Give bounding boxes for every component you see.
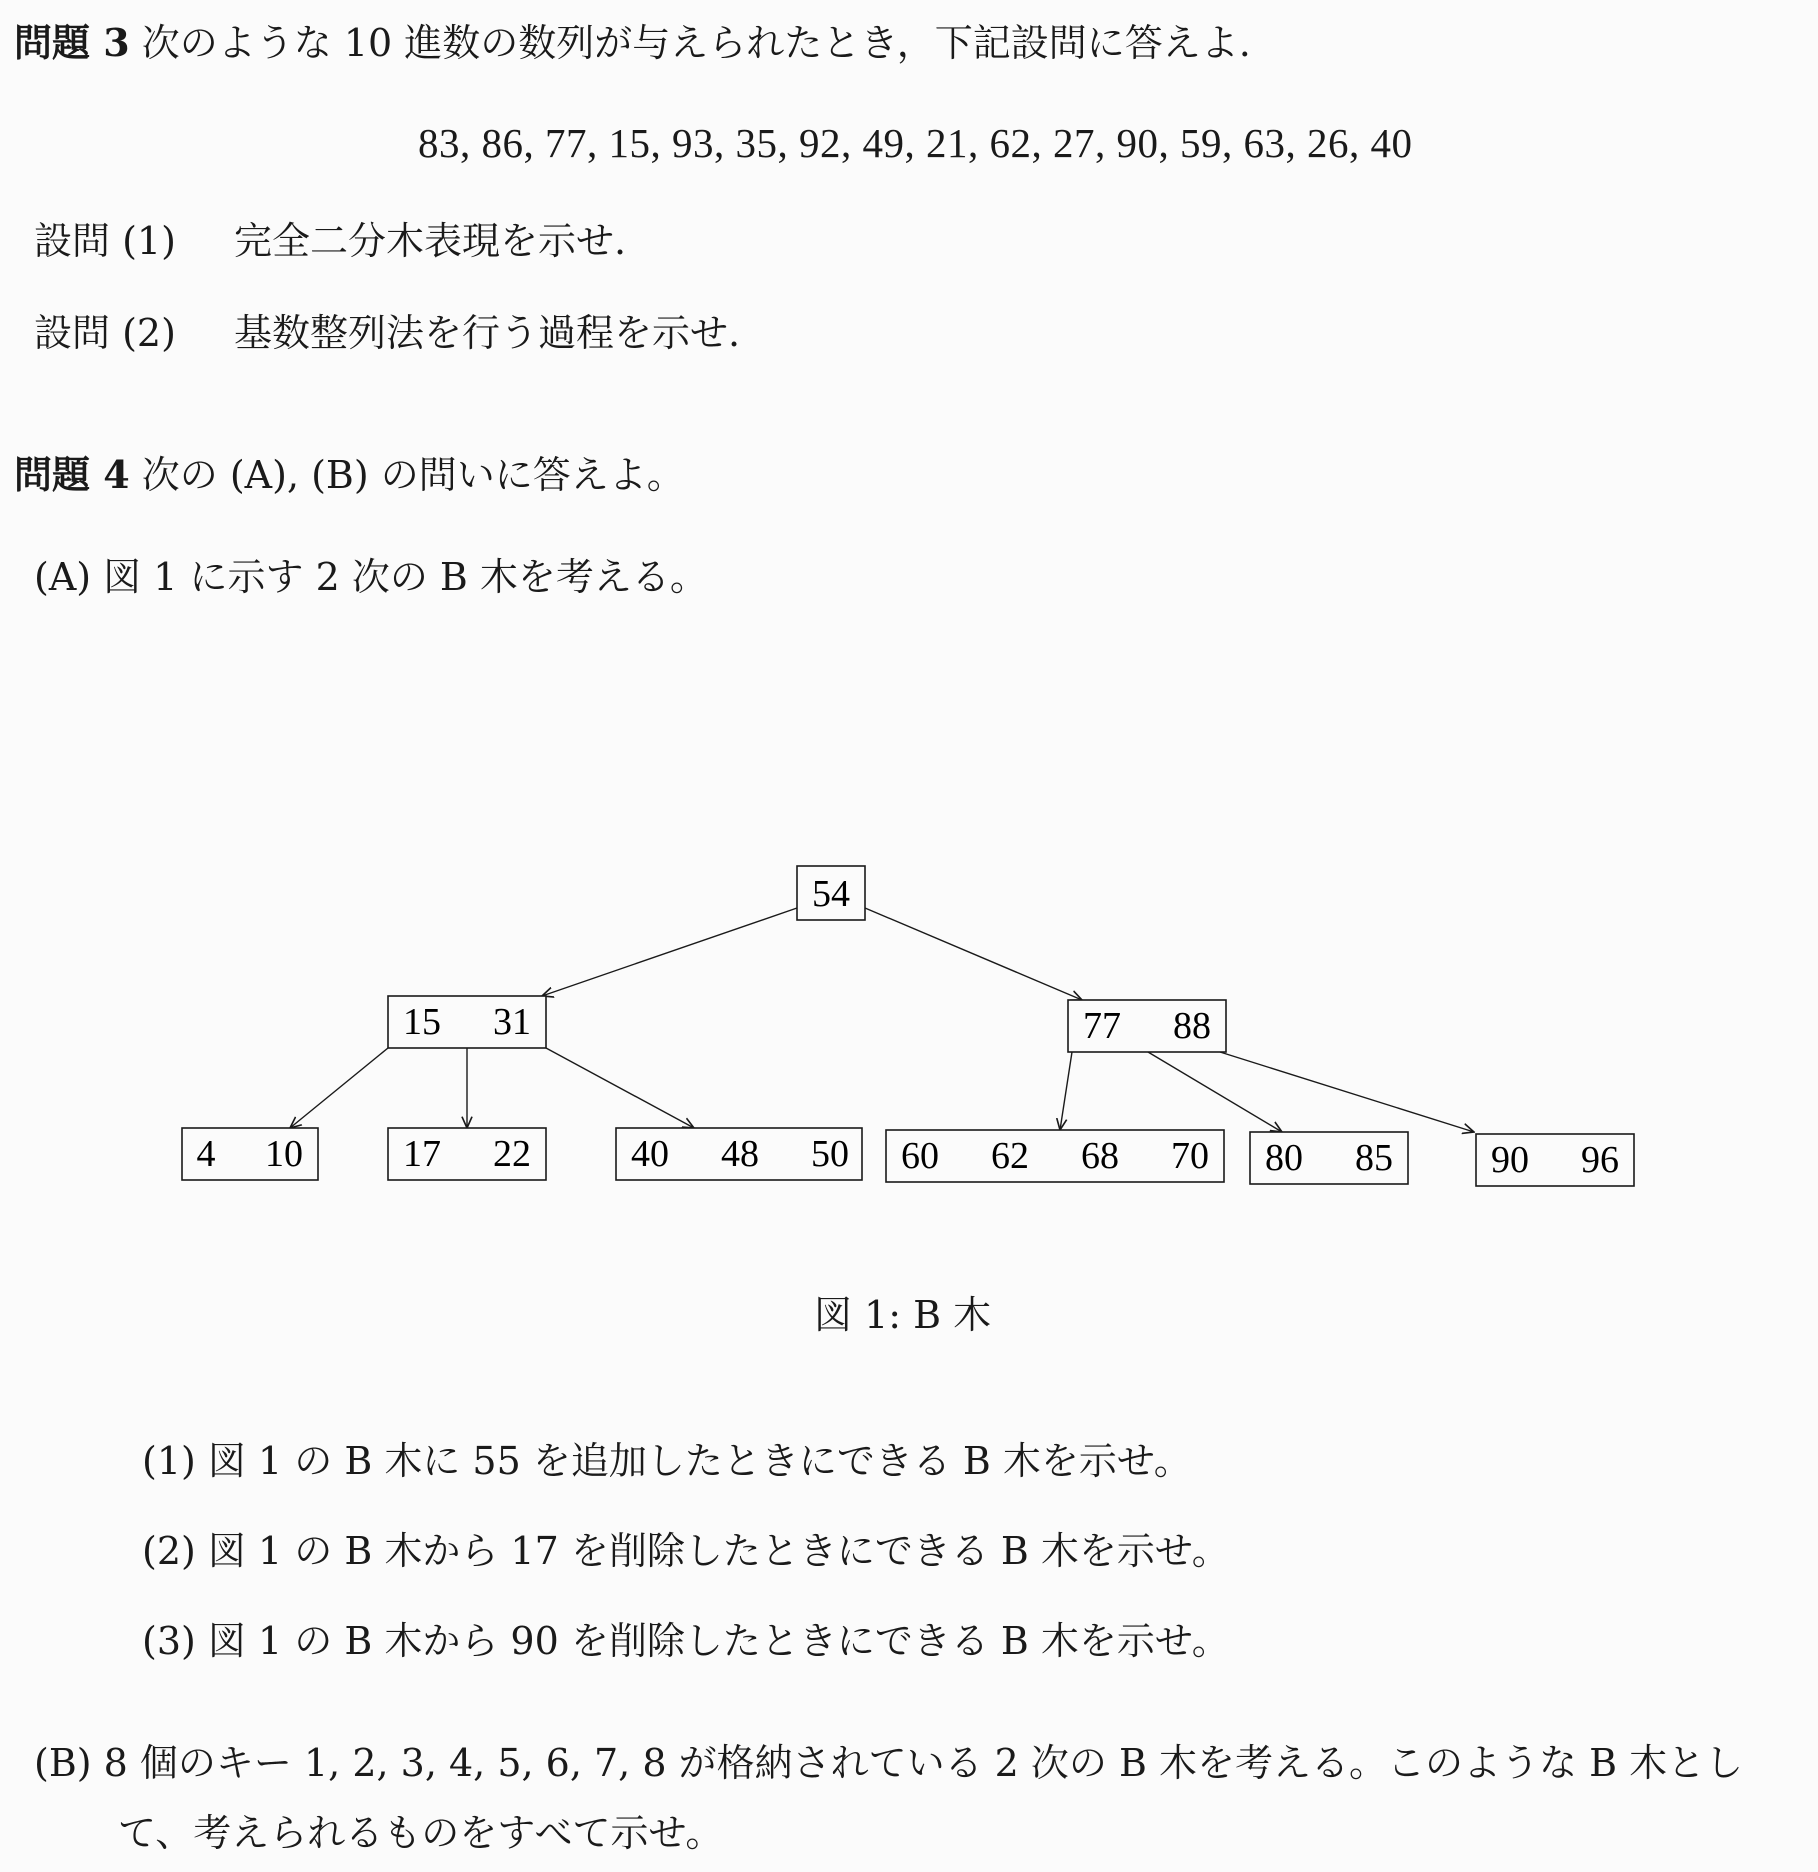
number-sequence: 83, 86, 77, 15, 93, 35, 92, 49, 21, 62, 27, 90, 59, 63, 26, 40 <box>418 120 1413 166</box>
btree-leaf-40-48-50 <box>616 1128 862 1180</box>
node-key: 85 <box>1355 1137 1393 1179</box>
node-key: 48 <box>721 1133 759 1175</box>
q1-label: 設問 (1) <box>34 219 176 263</box>
node-key: 96 <box>1581 1139 1619 1181</box>
node-key: 10 <box>265 1133 303 1175</box>
node-key: 68 <box>1081 1135 1119 1177</box>
subquestion-1: (1) 図 1 の B 木に 55 を追加したときにできる B 木を示せ。 <box>142 1439 1192 1483</box>
node-key: 50 <box>811 1133 849 1175</box>
btree-leaf-90-96 <box>1476 1134 1634 1186</box>
edge-root-right <box>865 908 1082 1000</box>
figure-caption: 図 1: B 木 <box>814 1293 992 1337</box>
edge-left-leaf3 <box>546 1048 694 1128</box>
btree-leaf-60-62-68-70 <box>886 1130 1224 1182</box>
node-key: 90 <box>1491 1139 1529 1181</box>
node-key: 22 <box>493 1133 531 1175</box>
node-key: 40 <box>631 1133 669 1175</box>
node-key: 80 <box>1265 1137 1303 1179</box>
edge-root-left <box>542 908 797 996</box>
q2-text: 基数整列法を行う過程を示せ. <box>234 311 741 355</box>
node-key: 17 <box>403 1133 441 1175</box>
node-key: 88 <box>1173 1005 1211 1047</box>
btree-leaf-17-22 <box>388 1128 546 1180</box>
problem3-intro: 次のような 10 進数の数列が与えられたとき，下記設問に答えよ. <box>141 21 1251 65</box>
btree-node-77-88 <box>1068 1000 1226 1052</box>
btree-root-node <box>797 866 865 920</box>
btree-leaf-80-85 <box>1250 1132 1408 1184</box>
edge-right-leaf3 <box>1220 1052 1474 1132</box>
node-key: 77 <box>1083 1005 1121 1047</box>
btree-leaf-4-10 <box>182 1128 318 1180</box>
node-key: 54 <box>812 873 850 915</box>
edge-right-leaf2 <box>1148 1052 1282 1132</box>
node-key: 70 <box>1171 1135 1209 1177</box>
part-b-line2: て、考えられるものをすべて示せ。 <box>118 1811 724 1855</box>
q2-label: 設問 (2) <box>34 311 176 355</box>
problem4-intro: 次の (A), (B) の問いに答えよ。 <box>141 453 685 497</box>
btree-node-15-31 <box>388 996 546 1048</box>
problem3-heading: 問題 3 <box>14 20 130 65</box>
subquestion-2: (2) 図 1 の B 木から 17 を削除したときにできる B 木を示せ。 <box>142 1529 1230 1573</box>
edge-left-leaf1 <box>290 1048 388 1128</box>
node-key: 4 <box>196 1133 216 1175</box>
subquestion-3: (3) 図 1 の B 木から 90 を削除したときにできる B 木を示せ。 <box>142 1619 1230 1663</box>
problem4-heading: 問題 4 <box>14 452 130 497</box>
part-b-line1: (B) 8 個のキー 1, 2, 3, 4, 5, 6, 7, 8 が格納されている 2 次の B 木を考える。このような B 木とし <box>34 1741 1744 1785</box>
node-key: 31 <box>493 1001 531 1043</box>
node-key: 15 <box>403 1001 441 1043</box>
edge-right-leaf1 <box>1060 1052 1072 1130</box>
node-key: 60 <box>901 1135 939 1177</box>
node-key: 62 <box>991 1135 1029 1177</box>
part-a-text: (A) 図 1 に示す 2 次の B 木を考える。 <box>34 555 708 599</box>
q1-text: 完全二分木表現を示せ. <box>234 219 627 263</box>
